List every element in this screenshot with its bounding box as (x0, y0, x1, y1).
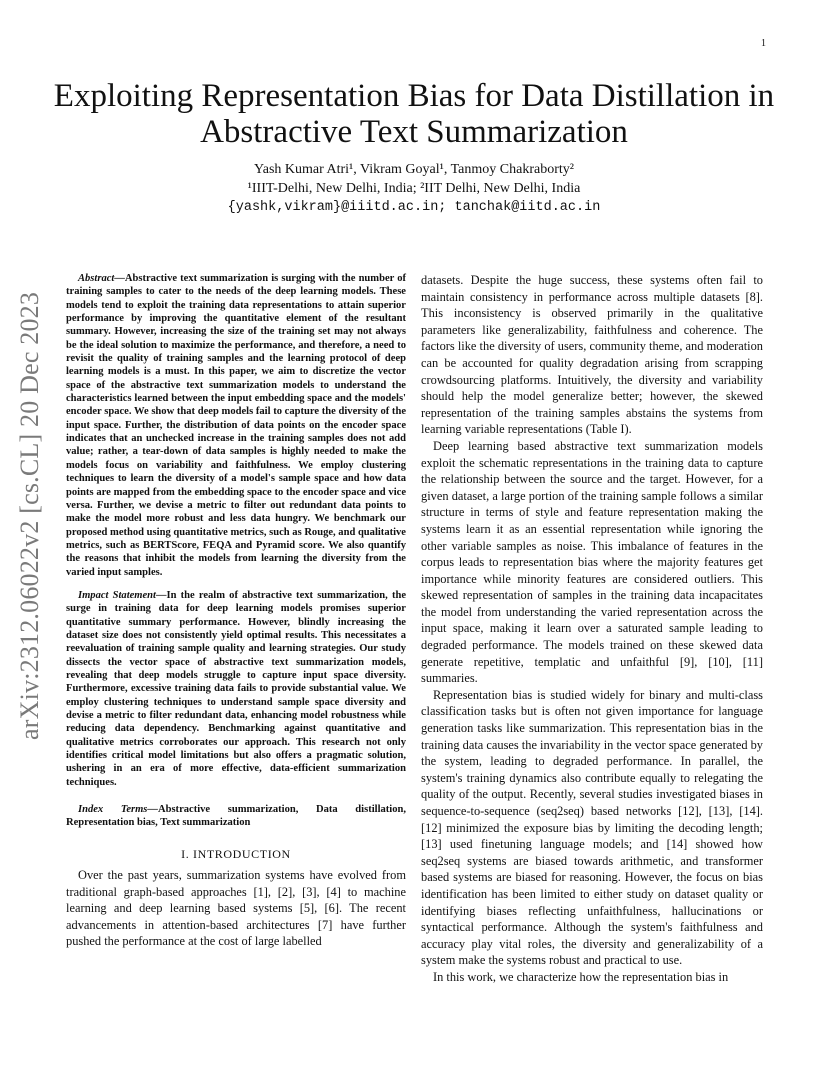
section-heading-introduction: I. INTRODUCTION (181, 846, 291, 861)
body-paragraph-1: datasets. Despite the huge success, these systems often fail to maintain consistency in performance across multiple datasets [8]. This inconsistency is observed primarily in the qualitative parameters like generalizability, faithfulness and coherence. The factors like the diversity of users, community theme, and moderation can be accounted for quality degradation arising from scrapping crowdsourcing platforms. Intuitively, the diversity and variability should help the model generalize better; however, the skewed representation of the training samples abstains the systems from learning variable representations (Table I). (421, 273, 763, 437)
body-paragraph-3: Representation bias is studied widely for binary and multi-class classification tasks but is often not given importance for language generation tasks like summarization. This representation bias in the training data causes the invariability in the vector space generated by the system, leading to degraded performance. In parallel, the system's training dynamics also contribute equally to relegating the quality of the output. Recently, several studies investigated biases in sequence-to-sequence (seq2seq) based networks [12], [13], [14]. [12] minimized the exposure bias by limiting the decoding length; [13] used finetuning language models; and [14] showed how seq2seq systems are biased towards arithmetic, and transformer based systems are biased for reasoning. However, the focus on bias identification has been limited to either study on dataset quality or identifying biases reflecting unfaithfulness, hallucinations or syntactical performance. Although the system's faithfulness and accuracy play vital roles, the diversity and generalizability of a system make the systems robust and practical to use. (421, 687, 763, 968)
paper-title: Exploiting Representation Bias for Data Distillation in Abstractive Text Summarization (53, 78, 775, 150)
index-terms-lead: Index Terms— (78, 804, 158, 816)
abstract-text: Abstractive text summarization is surging with the number of training samples to cater to the needs of the deep learning models. These models tend to exploit the training data representations to attain superior performance by improving the quantitative element of the resultant summary. However, increasing the size of the training set may not always be the ideal solution to maximize the performance, and therefore, a need to revisit the quality of training samples and the learning protocol of deep learning models is a must. In this paper, we aim to discretize the vector space of the abstractive text summarization models to understand the characteristics learned between the input embedding space and the models' encoder space. We show that deep models fail to capture the diversity of the input space. Further, the distribution of data points on the encoder space indicates that an unchecked increase in the training samples does not add value; rather, a tear-down of data samples is highly needed to make the models focus on variability and faithfulness. We employ clustering techniques to learn the diversity of a model's sample space and how data points are mapped from the embedding space to the encoder space and vice versa. Further, we devise a metric to filter out redundant data points to make the model more robust and less data hungry. We benchmark our proposed method using quantitative metrics, such as Rouge, and qualitative metrics, such as BERTScore, FEQA and Pyramid score. We also quantify the reasons that inhibit the models from learning the diversity from the varied input samples. (66, 273, 406, 578)
author-names: Yash Kumar Atri¹, Vikram Goyal¹, Tanmoy Chakraborty² (254, 162, 574, 177)
index-terms-text: Abstractive summarization, Data distillation, Representation bias, Text summarization (66, 804, 407, 829)
intro-paragraph: Over the past years, summarization systems have evolved from traditional graph-based approaches [1], [2], [3], [4] to machine learning and deep learning based systems [5], [6]. The recent advancements in attention-based architectures [7] have further pushed the performance at the cost of large labelled (66, 868, 406, 949)
body-paragraph-2: Deep learning based abstractive text summarization models exploit the schematic representations in the training data to capture the relationship between the source and the target. However, for a given dataset, a large portion of the training sample follows a similar structure in terms of style and feature representation making the systems learn it as an essential representation while ignoring the other variable samples as noise. This imbalance of features in the corpus leads to representation bias where the majority features get importance while minority features are considered outliers. This skewed representation of samples in the training data incapacitates the model from understanding the varied representation across the input space, making it learn over a saturated sample leading to degraded performance. The models trained on these skewed data generate repetitive, templatic and unfaithful [9], [10], [11] summaries. (421, 438, 763, 686)
abstract-lead: Abstract— (78, 273, 125, 284)
body-paragraph-4: In this work, we characterize how the representation bias in (433, 969, 729, 984)
abstract (66, 272, 406, 579)
page-number: 1 (761, 38, 766, 49)
impact-text: In the realm of abstractive text summarization, the surge in training data for deep learning models promises superior quantitative summary performance. However, blindly increasing the dataset size does not consistently yield optimal results. This necessitates a reevaluation of training sample quality and learning strategies. Our study dissects the vector space of abstractive text summarization models, revealing that deep models struggle to capture input space diversity. Furthermore, excessive training data fails to provide substantial value. We employ clustering techniques to understand sample space diversity and devise a metric to filter redundant data, enhancing model robustness while reducing data dependency. Benchmarking against quantitative and qualitative metrics corroborates our approach. This research not only identifies critical model limitations but also offers a pragmatic solution, ushering in an era of more effective, data-efficient summarization techniques. (66, 589, 406, 788)
arxiv-identifier-stamp: arXiv:2312.06022v2 [cs.CL] 20 Dec 2023 (15, 291, 44, 740)
author-block (40, 160, 788, 217)
left-column (66, 272, 406, 950)
index-terms (66, 803, 406, 830)
impact-lead: Impact Statement— (78, 589, 167, 601)
right-column (421, 272, 763, 986)
author-affiliations: ¹IIIT-Delhi, New Delhi, India; ²IIT Delhi, New Delhi, India (247, 181, 581, 196)
impact-statement (66, 589, 406, 789)
author-emails: {yashk,vikram}@iiitd.ac.in; tanchak@iitd.ac.in (227, 200, 601, 215)
